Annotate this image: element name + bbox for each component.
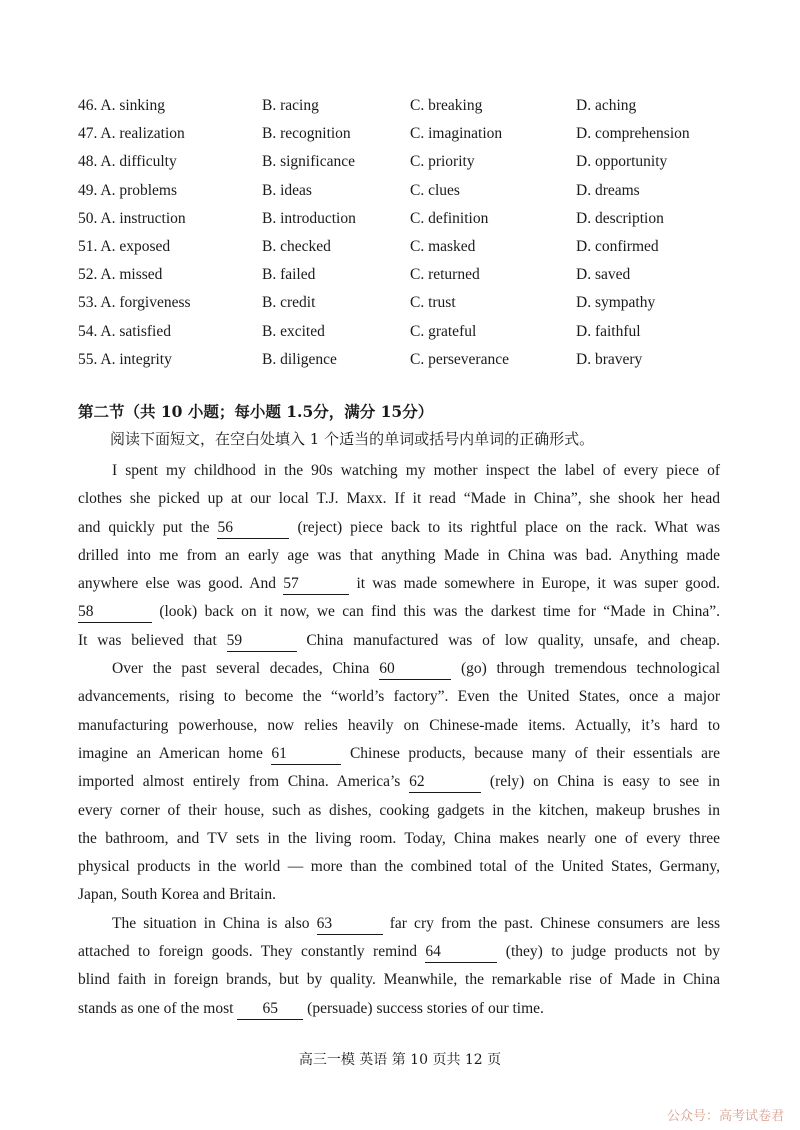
section-instruction: 阅读下面短文，在空白处填入 1 个适当的单词或括号内单词的正确形式。 xyxy=(110,430,595,448)
text-segment: attached to foreign goods. They constantly remind xyxy=(78,943,417,961)
blank-57[interactable]: 57 xyxy=(283,574,349,595)
option-c: C. definition xyxy=(410,209,489,227)
option-b: B. checked xyxy=(262,238,331,256)
passage-line xyxy=(78,938,720,966)
option-a: 46. A. sinking xyxy=(78,97,165,115)
blank-65[interactable]: 65 xyxy=(237,999,303,1020)
passage-line: Japan, South Korea and Britain. xyxy=(78,886,277,904)
text-segment: (rely) on China is easy to see in xyxy=(489,773,721,791)
option-a: 50. A. instruction xyxy=(78,209,186,227)
text-segment: China manufactured was of low quality, unsafe, and cheap. xyxy=(306,631,720,649)
paragraph-3 xyxy=(78,910,720,1023)
passage-line xyxy=(78,768,720,796)
option-d: D. bravery xyxy=(576,350,643,368)
option-b: B. credit xyxy=(262,294,316,312)
option-d: D. aching xyxy=(576,97,637,115)
option-b: B. racing xyxy=(262,97,319,115)
option-d: D. faithful xyxy=(576,322,641,340)
passage xyxy=(78,457,720,1023)
option-a: 52. A. missed xyxy=(78,266,163,284)
option-c: C. masked xyxy=(410,238,476,256)
option-c: C. priority xyxy=(410,153,475,171)
passage-line xyxy=(78,627,720,655)
option-row-51 xyxy=(78,233,738,261)
section-title: 第二节（共 10 小题；每小题 1.5分，满分 15分） xyxy=(78,402,434,421)
passage-line: advancements, rising to become the “world’s factory”. Even the United States, once a major xyxy=(78,688,720,706)
option-d: D. saved xyxy=(576,266,631,284)
option-row-48 xyxy=(78,148,738,176)
text-segment: it was made somewhere in Europe, it was super good. xyxy=(356,575,721,593)
option-d: D. description xyxy=(576,209,664,227)
text-segment: It was believed that xyxy=(78,631,217,649)
option-a: 51. A. exposed xyxy=(78,238,171,256)
option-a: 47. A. realization xyxy=(78,125,185,143)
text-segment: and quickly put the xyxy=(78,518,210,536)
passage-line xyxy=(78,655,720,683)
blank-58[interactable]: 58 xyxy=(78,602,152,623)
option-a: 55. A. integrity xyxy=(78,350,172,368)
option-d: D. comprehension xyxy=(576,125,690,143)
option-row-53 xyxy=(78,289,738,317)
option-c: C. grateful xyxy=(410,322,477,340)
option-row-49 xyxy=(78,177,738,205)
option-c: C. clues xyxy=(410,181,460,199)
passage-line xyxy=(78,570,720,598)
option-c: C. perseverance xyxy=(410,350,509,368)
blank-62[interactable]: 62 xyxy=(409,772,481,793)
text-segment: stands as one of the most xyxy=(78,999,234,1017)
option-b: B. diligence xyxy=(262,350,337,368)
passage-line xyxy=(78,995,720,1023)
option-d: D. dreams xyxy=(576,181,640,199)
text-segment: (look) back on it now, we can find this was the darkest time for “Made in China”. xyxy=(159,603,720,621)
text-segment: (reject) piece back to its rightful place on the rack. What was xyxy=(297,518,721,536)
passage-line xyxy=(78,598,720,626)
text-segment: imported almost entirely from China. America’s xyxy=(78,773,401,791)
option-c: C. returned xyxy=(410,266,480,284)
option-row-46 xyxy=(78,92,738,120)
passage-line: the bathroom, and TV sets in the living room. Today, China makes nearly one of every three xyxy=(78,829,720,847)
option-c: C. breaking xyxy=(410,97,483,115)
option-a: 54. A. satisfied xyxy=(78,322,171,340)
text-segment: far cry from the past. Chinese consumers are less xyxy=(389,914,721,932)
text-segment: (they) to judge products not by xyxy=(505,943,720,961)
option-c: C. imagination xyxy=(410,125,503,143)
text-segment: Chinese products, because many of their essentials are xyxy=(349,744,721,762)
blank-59[interactable]: 59 xyxy=(227,631,297,652)
passage-line: physical products in the world — more than the combined total of the United States, Germany, xyxy=(78,858,720,876)
option-d: D. opportunity xyxy=(576,153,668,171)
blank-56[interactable]: 56 xyxy=(217,518,289,539)
option-d: D. sympathy xyxy=(576,294,656,312)
text-segment: anywhere else was good. And xyxy=(78,575,276,593)
option-b: B. failed xyxy=(262,266,316,284)
option-b: B. excited xyxy=(262,322,325,340)
blank-61[interactable]: 61 xyxy=(271,744,341,765)
option-a: 53. A. forgiveness xyxy=(78,294,191,312)
text-segment: (persuade) success stories of our time. xyxy=(307,999,544,1017)
options-table xyxy=(78,92,738,374)
option-d: D. confirmed xyxy=(576,238,659,256)
watermark: 公众号：高考试卷君 xyxy=(666,1109,784,1124)
option-b: B. ideas xyxy=(262,181,312,199)
blank-64[interactable]: 64 xyxy=(425,942,497,963)
option-row-50 xyxy=(78,205,738,233)
option-row-47 xyxy=(78,120,738,148)
blank-63[interactable]: 63 xyxy=(317,914,383,935)
text-segment: Over the past several decades, China xyxy=(112,660,370,678)
paragraph-2 xyxy=(78,655,720,910)
option-a: 49. A. problems xyxy=(78,181,178,199)
text-segment: (go) through tremendous technological xyxy=(460,660,721,678)
page-footer: 高三一模 英语 第 10 页共 12 页 xyxy=(298,1052,502,1068)
passage-line xyxy=(78,740,720,768)
option-row-55 xyxy=(78,346,738,374)
option-c: C. trust xyxy=(410,294,456,312)
option-a: 48. A. difficulty xyxy=(78,153,177,171)
passage-line: every corner of their house, such as dishes, cooking gadgets in the kitchen, makeup brushes in xyxy=(78,801,720,819)
option-row-54 xyxy=(78,318,738,346)
text-segment: imagine an American home xyxy=(78,744,263,762)
passage-line xyxy=(78,514,720,542)
text-segment: The situation in China is also xyxy=(112,914,310,932)
passage-line: manufacturing powerhouse, now relies heavily on Chinese-made items. Actually, it’s hard to xyxy=(78,716,720,734)
passage-line: I spent my childhood in the 90s watching my mother inspect the label of every piece of xyxy=(112,462,720,479)
passage-line: blind faith in foreign brands, but by quality. Meanwhile, the remarkable rise of Made in China xyxy=(78,971,720,989)
option-b: B. introduction xyxy=(262,209,356,227)
paragraph-1 xyxy=(78,457,720,655)
option-b: B. significance xyxy=(262,153,355,171)
passage-line: drilled into me from an early age was that anything Made in China was bad. Anything made xyxy=(78,546,720,564)
option-b: B. recognition xyxy=(262,125,351,143)
passage-line: clothes she picked up at our local T.J. Maxx. If it read “Made in China”, she shook her head xyxy=(78,490,720,508)
option-row-52 xyxy=(78,261,738,289)
blank-60[interactable]: 60 xyxy=(379,659,451,680)
passage-line xyxy=(78,910,720,938)
